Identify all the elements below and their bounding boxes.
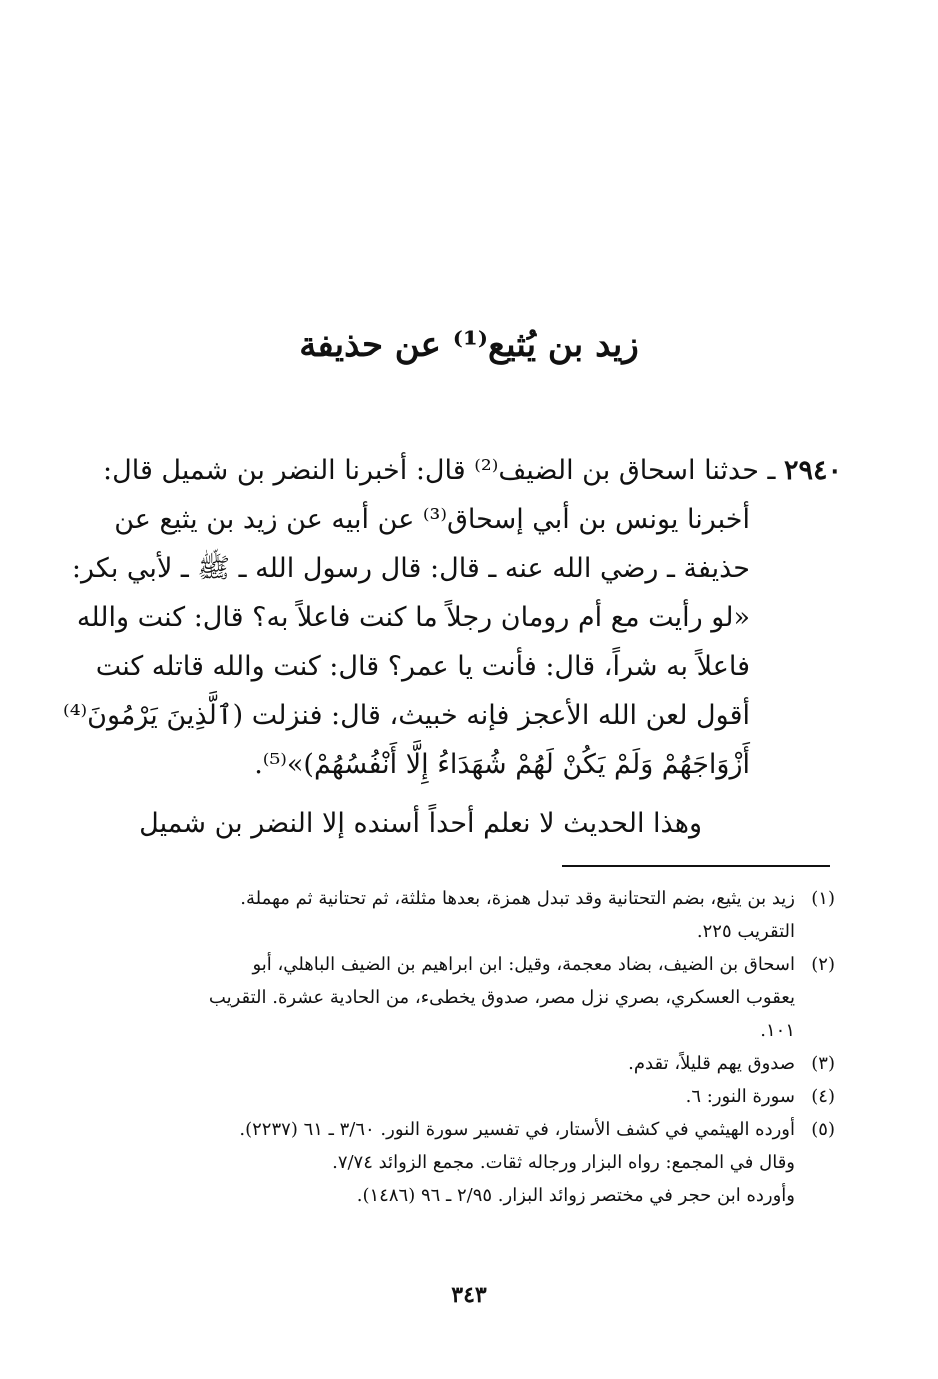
footnote-2 [145,948,835,1047]
footnote-3 [145,1047,835,1080]
footnote-text: التقريب ٢٢٥. [696,921,795,942]
footnote-text: اسحاق بن الضيف، بضاد معجمة، وقيل: ابن ابراهيم بن الضيف الباهلي، أبو [252,954,795,975]
footnote-text: ١٠١. [760,1020,795,1041]
page-number: ٣٤٣ [451,1282,487,1308]
hadith-block [63,446,842,848]
footnote-4 [145,1080,835,1113]
footnote-text: سورة النور: ٦. [685,1086,795,1107]
hadith-line-4: «لو رأيت مع أم رومان رجلاً ما كنت فاعلاً به؟ قال: كنت والله [76,602,750,633]
footnote-number: (٢) [811,954,835,975]
footnote-text: أورده الهيثمي في كشف الأستار، في تفسير سورة النور. ٣/٦٠ ـ ٦١ (٢٢٣٧). [239,1119,795,1140]
footnote-number: (٤) [811,1086,835,1107]
footnote-number: (٣) [811,1053,835,1074]
footnote-text: يعقوب العسكري، بصري نزل مصر، صدوق يخطىء، من الحادية عشرة. التقريب [208,987,795,1008]
footnote-5-extra-2: وأورده ابن حجر في مختصر زوائد البزار. ٢/٩٥ ـ ٩٦ (١٤٨٦). [356,1185,795,1206]
hadith-line-3: حذيفة ـ رضي الله عنه ـ قال: قال رسول الله ـ ﷺ ـ لأبي بكر: [71,553,750,584]
hadith-number: ٢٩٤٠ [783,455,842,486]
closing-remark: وهذا الحديث لا نعلم أحداً أسنده إلا النضر بن شميل [139,808,702,839]
hadith-line-6: أقول لعن الله الأعجز فإنه خبيث، قال: فنزلت (ٱلَّذِينَ يَرْمُونَ⁽⁴⁾ [63,700,750,731]
footnote-5 [145,1113,835,1146]
hadith-line-1-text: ـ حدثنا اسحاق بن الضيف⁽²⁾ قال: أخبرنا النضر بن شميل قال: [103,455,776,486]
hadith-line-2: أخبرنا يونس بن أبي إسحاق⁽³⁾ عن أبيه عن زيد بن يثيع عن [114,504,750,535]
footnote-text: زيد بن يثيع، بضم التحتانية وقد تبدل همزة، بعدها مثلثة، ثم تحتانية ثم مهملة. [240,888,795,909]
footnote-1 [145,882,835,948]
hadith-line-1 [103,446,842,495]
footnote-text: صدوق يهم قليلاً، تقدم. [628,1053,795,1074]
footnote-separator [562,865,830,867]
hadith-line-7: أَزْوَاجَهُمْ وَلَمْ يَكُنْ لَهُمْ شُهَدَاءُ إِلَّا أَنْفُسُهُمْ)»⁽⁵⁾. [254,749,750,780]
footnote-number: (٥) [811,1119,835,1140]
chapter-title: زيد بن يُثيع⁽¹⁾ عن حذيفة [299,325,639,365]
hadith-line-5: فاعلاً به شراً، قال: فأنت يا عمر؟ قال: كنت والله قاتله كنت [95,651,750,682]
footnote-5-extra-1: وقال في المجمع: رواه البزار ورجاله ثقات. مجمع الزوائد ٧/٧٤. [332,1152,795,1173]
footnote-number: (١) [811,888,835,909]
footnotes [145,882,835,1212]
